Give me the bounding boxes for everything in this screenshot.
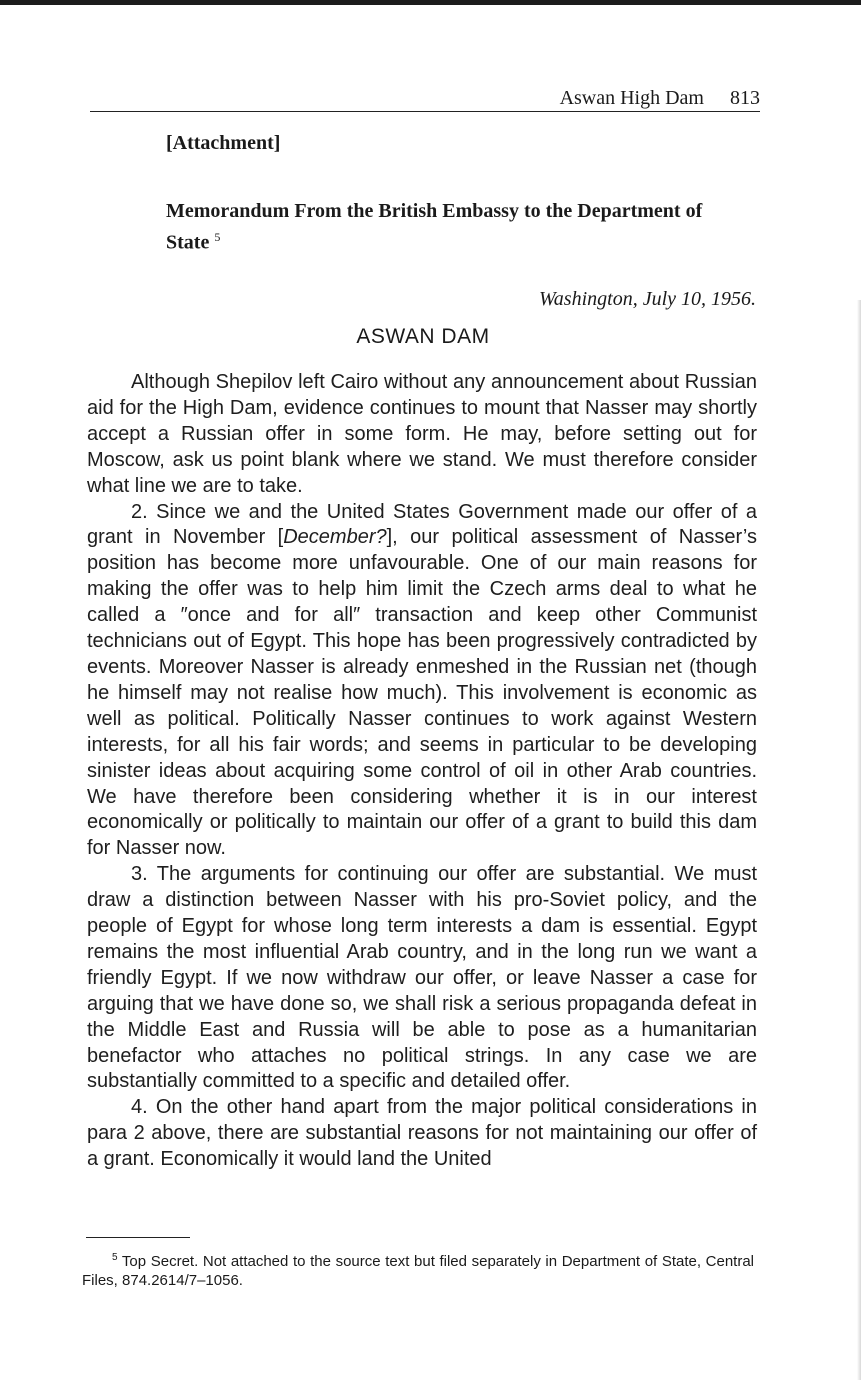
paragraph-2 bbox=[87, 500, 757, 863]
page-number: 813 bbox=[730, 87, 760, 109]
paragraph-2-start: 2. Since we and the United States Government made our offer of a grant in November [ bbox=[87, 500, 757, 549]
paragraph-2-rest: ], our political assessment of Nasser’s position has become more unfavourable. One of our main reasons for making the offer was to help him limit the Czech arms deal to what he called a ″once and for all″ transaction and keep other Communist technicians out of Egypt. This hope has been progressively contradicted by events. Moreover Nasser is already enmeshed in the Russian net (though he himself may not realise how much). This involvement is economic as well as political. Politically Nasser continues to work against Western interests, for all his fair words; and seems in particular to be developing sinister ideas about acquiring some control of oil in other Arab countries. We have therefore been considering whether it is in our interest economically or politically to maintain our offer of a grant to build this dam for Nasser now. bbox=[87, 526, 757, 860]
footnote-reference: 5 bbox=[214, 230, 221, 244]
memo-title bbox=[166, 198, 726, 256]
paragraph-4: 4. On the other hand apart from the major political considerations in para 2 above, there are substantial reasons for not maintaining our offer of a grant. Economically it would land the United bbox=[87, 1096, 757, 1171]
section-heading: ASWAN DAM bbox=[356, 325, 490, 348]
body-text bbox=[87, 370, 757, 1173]
footnote-text: Top Secret. Not attached to the source text but filed separately in Department of State, Central Files, 874.2614/7–1056. bbox=[82, 1253, 755, 1289]
paragraph-1: Although Shepilov left Cairo without any announcement about Russian aid for the High Dam, evidence continues to mount that Nasser may shortly accept a Russian offer in some form. He may, before setting out for Moscow, ask us point blank where we stand. We must therefore consider what line we are to take. bbox=[87, 371, 757, 497]
footnote-rule bbox=[86, 1237, 190, 1238]
scan-top-border bbox=[0, 0, 861, 5]
dateline: Washington, July 10, 1956. bbox=[538, 288, 756, 310]
scan-right-edge bbox=[857, 300, 861, 1380]
footnote bbox=[82, 1248, 754, 1290]
footnote-marker: 5 bbox=[112, 1252, 118, 1263]
running-head-title: Aswan High Dam bbox=[559, 87, 704, 109]
running-head bbox=[90, 86, 760, 112]
memo-title-text: Memorandum From the British Embassy to the Department of State bbox=[166, 200, 703, 254]
attachment-label: [Attachment] bbox=[166, 132, 281, 154]
paragraph-3: 3. The arguments for continuing our offer are substantial. We must draw a distinction between Nasser with his pro-Soviet policy, and the people of Egypt for whose long term interests a dam is essential. Egypt remains the most influential Arab country, and in the long run we want a friendly Egypt. If we now withdraw our offer, or leave Nasser a case for arguing that we have done so, we shall risk a serious propaganda defeat in the Middle East and Russia will be able to pose as a humanitarian benefactor who attaches no political strings. In any case we are substantially committed to a specific and detailed offer. bbox=[87, 863, 757, 1093]
editorial-insertion: December? bbox=[283, 526, 387, 549]
